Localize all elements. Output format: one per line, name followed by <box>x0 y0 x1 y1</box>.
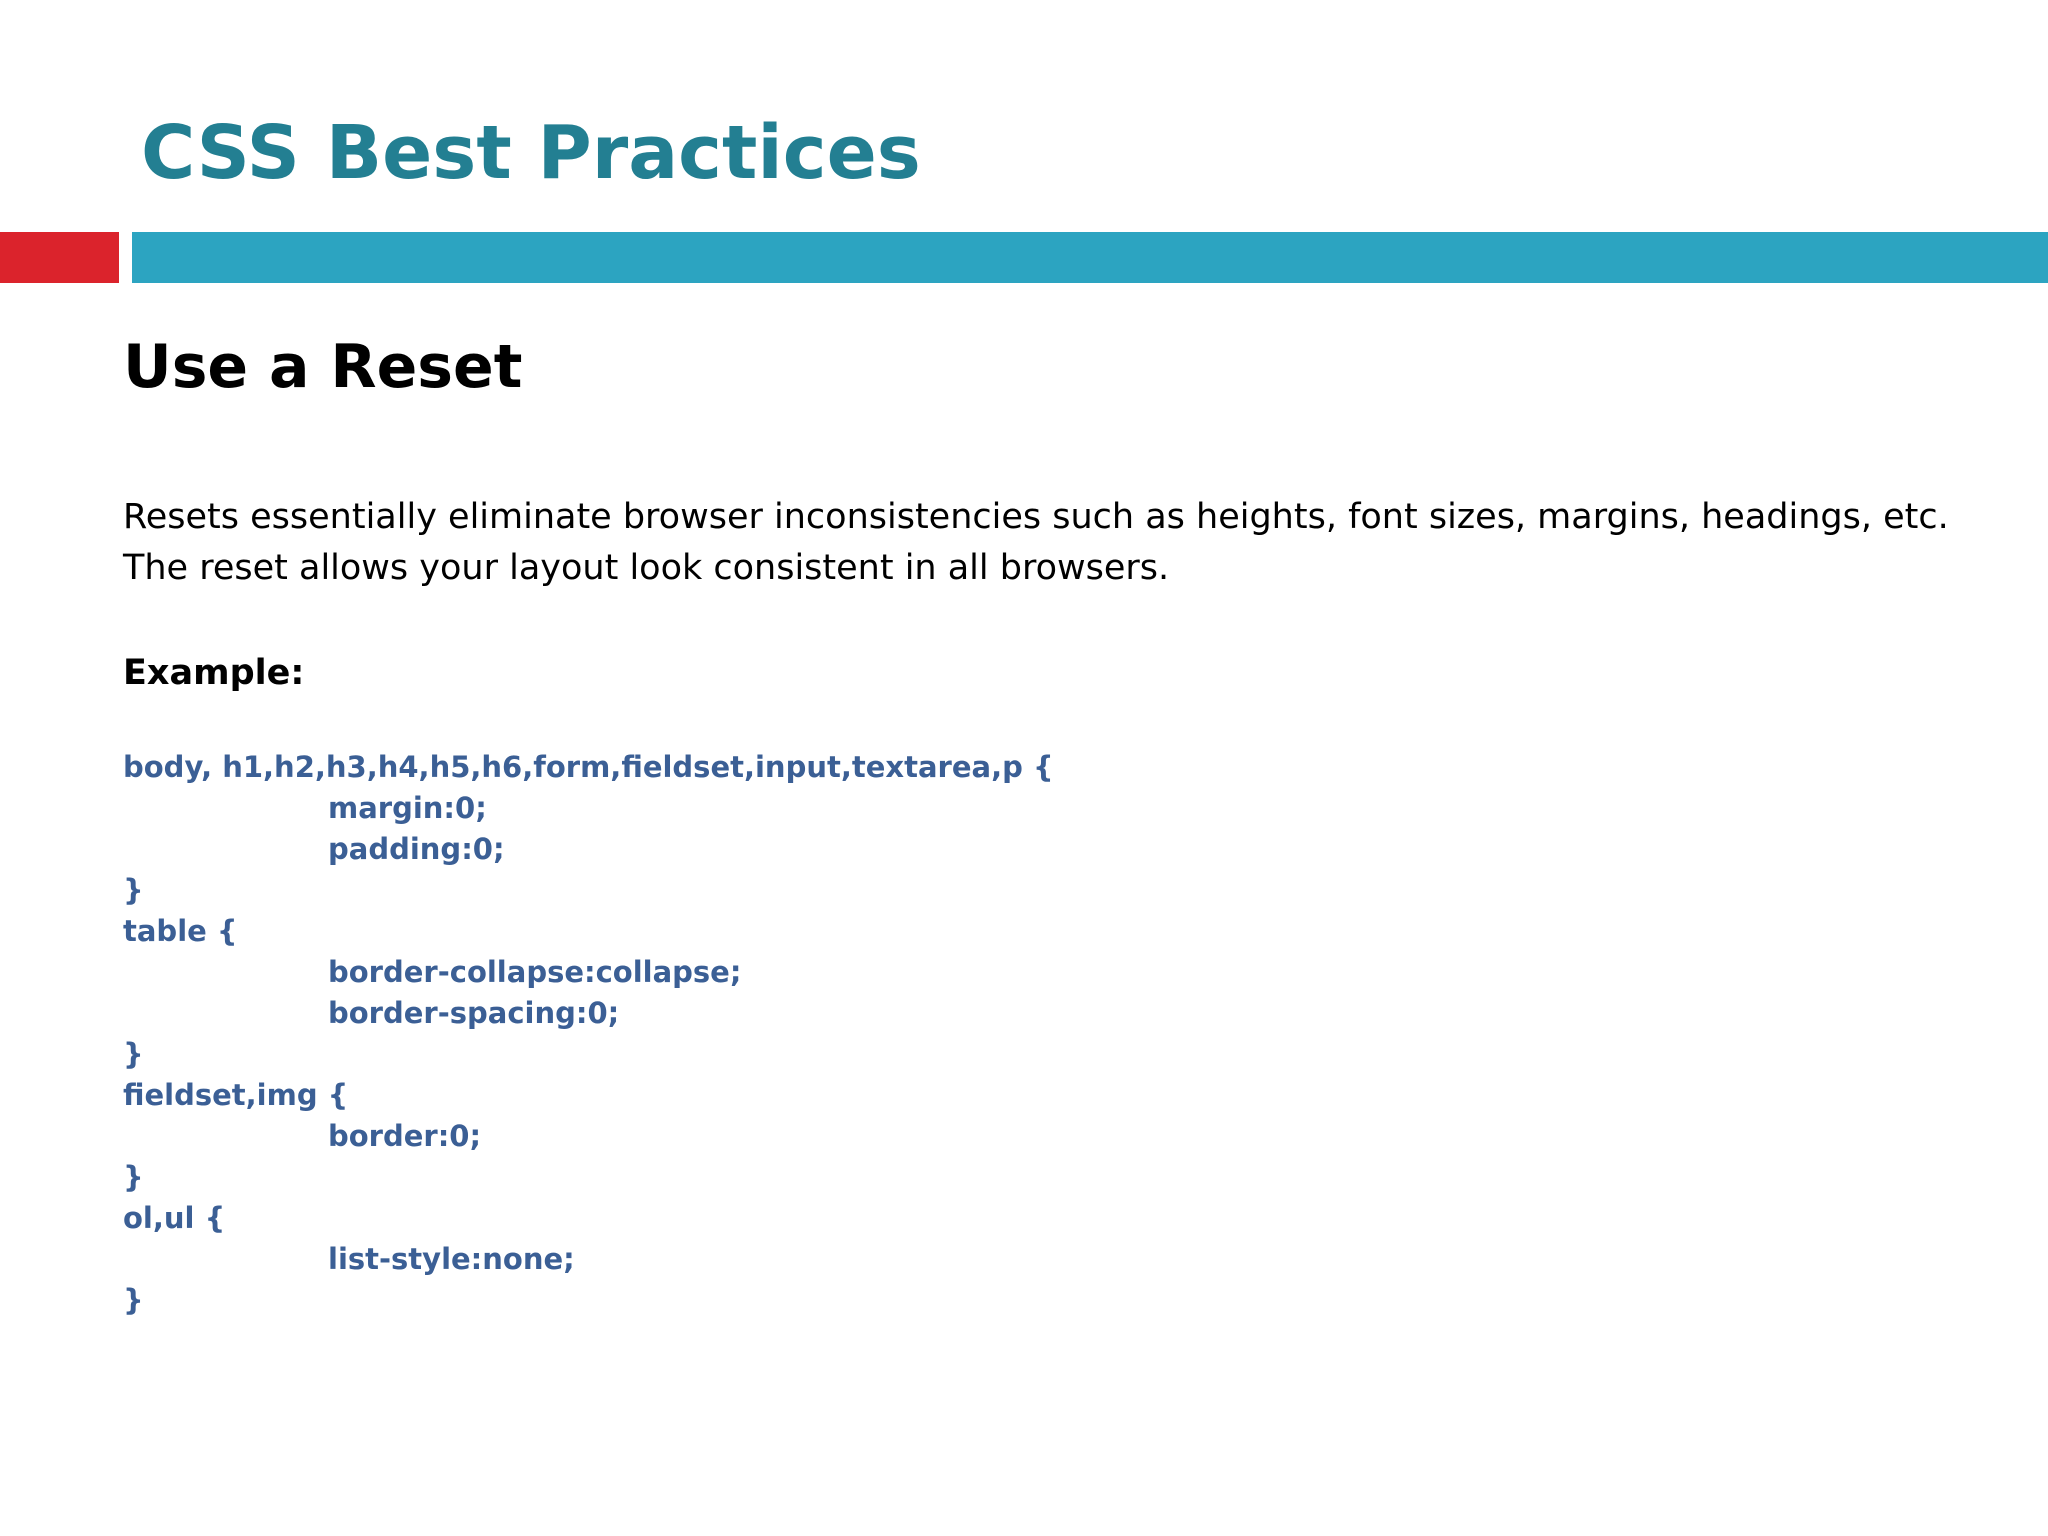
code-line: border:0; <box>328 1119 482 1153</box>
code-line: border-spacing:0; <box>328 996 620 1030</box>
code-line: list-style:none; <box>328 1242 575 1276</box>
code-line: ol,ul { <box>123 1201 226 1235</box>
code-line: } <box>123 1160 144 1194</box>
code-line: } <box>123 873 144 907</box>
code-line: } <box>123 1283 144 1317</box>
code-line: fieldset,img { <box>123 1078 349 1112</box>
code-line: body, h1,h2,h3,h4,h5,h6,form,fieldset,input,textarea,p { <box>123 750 1054 784</box>
title-accent-bar-red <box>0 232 119 283</box>
body-paragraph: Resets essentially eliminate browser inconsistencies such as heights, font sizes, margins, headings, etc. The reset allows your layout look consistent in all browsers. <box>123 497 1949 588</box>
code-line: table { <box>123 914 238 948</box>
section-heading: Use a Reset <box>123 332 523 402</box>
code-block <box>123 747 1054 1321</box>
title-accent-bar-teal <box>132 232 2048 283</box>
code-line: border-collapse:collapse; <box>328 955 742 989</box>
code-line: } <box>123 1037 144 1071</box>
slide-title: CSS Best Practices <box>141 110 921 196</box>
code-line: margin:0; <box>328 791 487 825</box>
code-line: padding:0; <box>328 832 505 866</box>
example-label: Example: <box>123 653 305 693</box>
